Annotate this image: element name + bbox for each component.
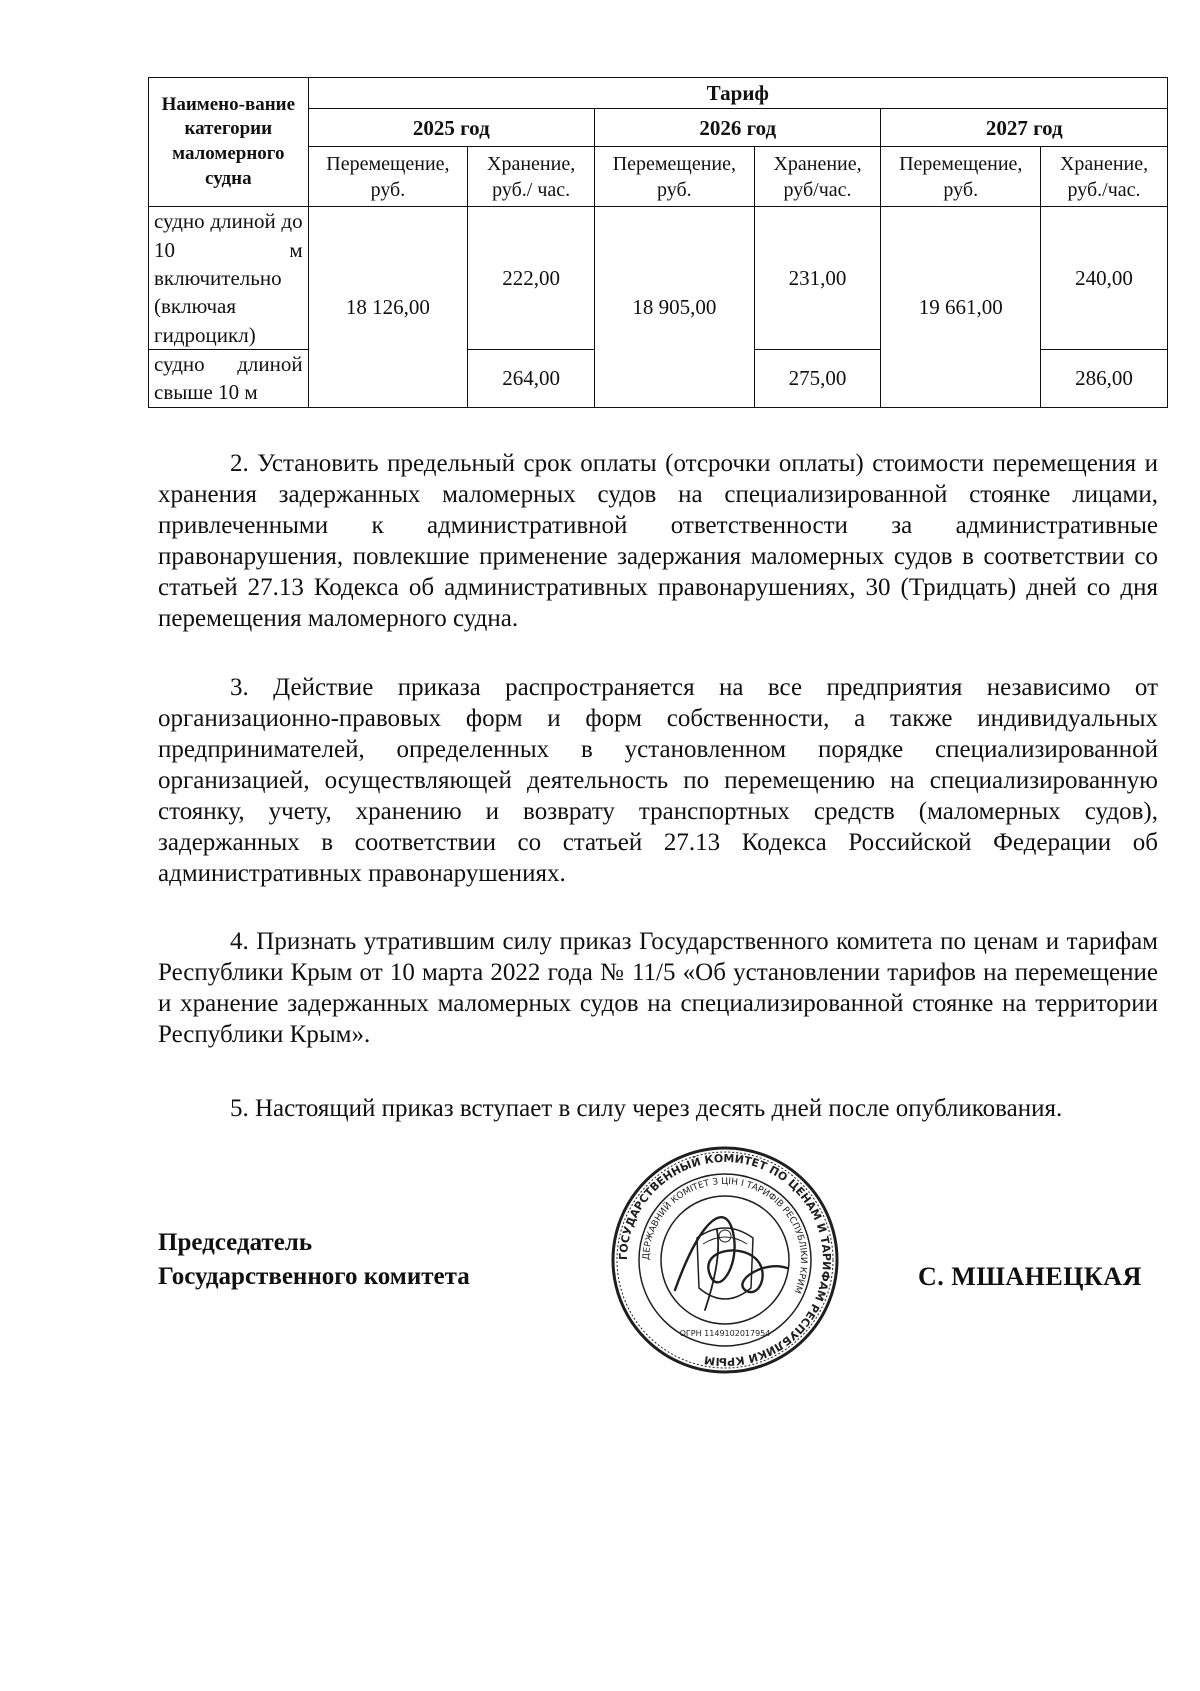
signatory-name: С. МШАНЕЦКАЯ: [918, 1262, 1142, 1291]
storage-price-2026: 231,00: [754, 207, 881, 350]
svg-text:ДЕРЖАВНИЙ КОМІТЕТ З ЦІН І ТАРИ: ДЕРЖАВНИЙ КОМІТЕТ З ЦІН І ТАРИФІВ РЕСПУБЛІКИ КРИМ: [641, 1176, 809, 1295]
storage-price-2025: 264,00: [468, 349, 595, 407]
storage-header-2026: Хранение, руб/час.: [754, 147, 881, 207]
move-header-2027: Перемещение, руб.: [881, 147, 1041, 207]
move-header-2026: Перемещение, руб.: [595, 147, 755, 207]
official-seal-stamp: [605, 1140, 845, 1380]
tariff-table: [148, 77, 1168, 408]
svg-text:ГОСУДАРСТВЕННЫЙ КОМИТЕТ ПО ЦЕН: ГОСУДАРСТВЕННЫЙ КОМИТЕТ ПО ЦЕНАМ И ТАРИФАМ РЕСПУБЛИКИ КРЫМ: [616, 1151, 834, 1369]
category-column-header: Наимено-вание категории маломерного судна: [149, 78, 309, 207]
storage-price-2027: 286,00: [1041, 349, 1168, 407]
paragraph-3: 3. Действие приказа распространяется на все предприятия независимо от организационно-правовых форм и форм собственности, а также индивидуальных предпринимателей, определенных в установленном порядке специализированной организацией, осуществляющей деятельность по перемещению на специализированную стоянку, учету, хранению и возврату транспортных средств (маломерных судов), задержанных в соответствии со статьей 27.13 Кодекса Российской Федерации об административных правонарушениях.: [158, 674, 1158, 887]
year-header-2026: 2026 год: [595, 109, 881, 147]
paragraph-4: 4. Признать утратившим силу приказ Государственного комитета по ценам и тарифам Республики Крым от 10 марта 2022 года № 11/5 «Об установлении тарифов на перемещение и хранение задержанных маломерных судов на специализированной стоянке на территории Республики Крым».: [158, 928, 1158, 1048]
storage-header-2027: Хранение, руб./час.: [1041, 147, 1168, 207]
paragraph-5: 5. Настоящий приказ вступает в силу через десять дней после опубликования.: [230, 1095, 1063, 1122]
storage-price-2027: 240,00: [1041, 207, 1168, 350]
category-cell: судно длиной до 10 м включительно (включая гидроцикл): [149, 207, 309, 350]
storage-price-2025: 222,00: [468, 207, 595, 350]
paragraph-2: 2. Установить предельный срок оплаты (отсрочки оплаты) стоимости перемещения и хранения задержанных маломерных судов на специализированной стоянке лицами, привлеченными к административной ответственности за административные правонарушения, повлекшие применение задержания маломерных судов в соответствии со статьей 27.13 Кодекса об административных правонарушениях, 30 (Тридцать) дней со дня перемещения маломерного судна.: [158, 450, 1158, 632]
signatory-title-line2: Государственного комитета: [158, 1263, 470, 1290]
signatory-title-line1: Председатель: [158, 1229, 313, 1256]
tariff-header: Тариф: [308, 78, 1167, 109]
storage-header-2025: Хранение, руб./ час.: [468, 147, 595, 207]
year-header-2027: 2027 год: [881, 109, 1168, 147]
signatory-title: [158, 1226, 470, 1294]
storage-price-2026: 275,00: [754, 349, 881, 407]
svg-text:ОГРН 1149102017954: ОГРН 1149102017954: [679, 1329, 771, 1338]
table-row: [149, 207, 1168, 350]
category-cell: судно длиной свыше 10 м: [149, 349, 309, 407]
year-header-2025: 2025 год: [308, 109, 594, 147]
move-price-2026: 18 905,00: [595, 207, 755, 407]
move-price-2025: 18 126,00: [308, 207, 468, 407]
move-header-2025: Перемещение, руб.: [308, 147, 468, 207]
move-price-2027: 19 661,00: [881, 207, 1041, 407]
